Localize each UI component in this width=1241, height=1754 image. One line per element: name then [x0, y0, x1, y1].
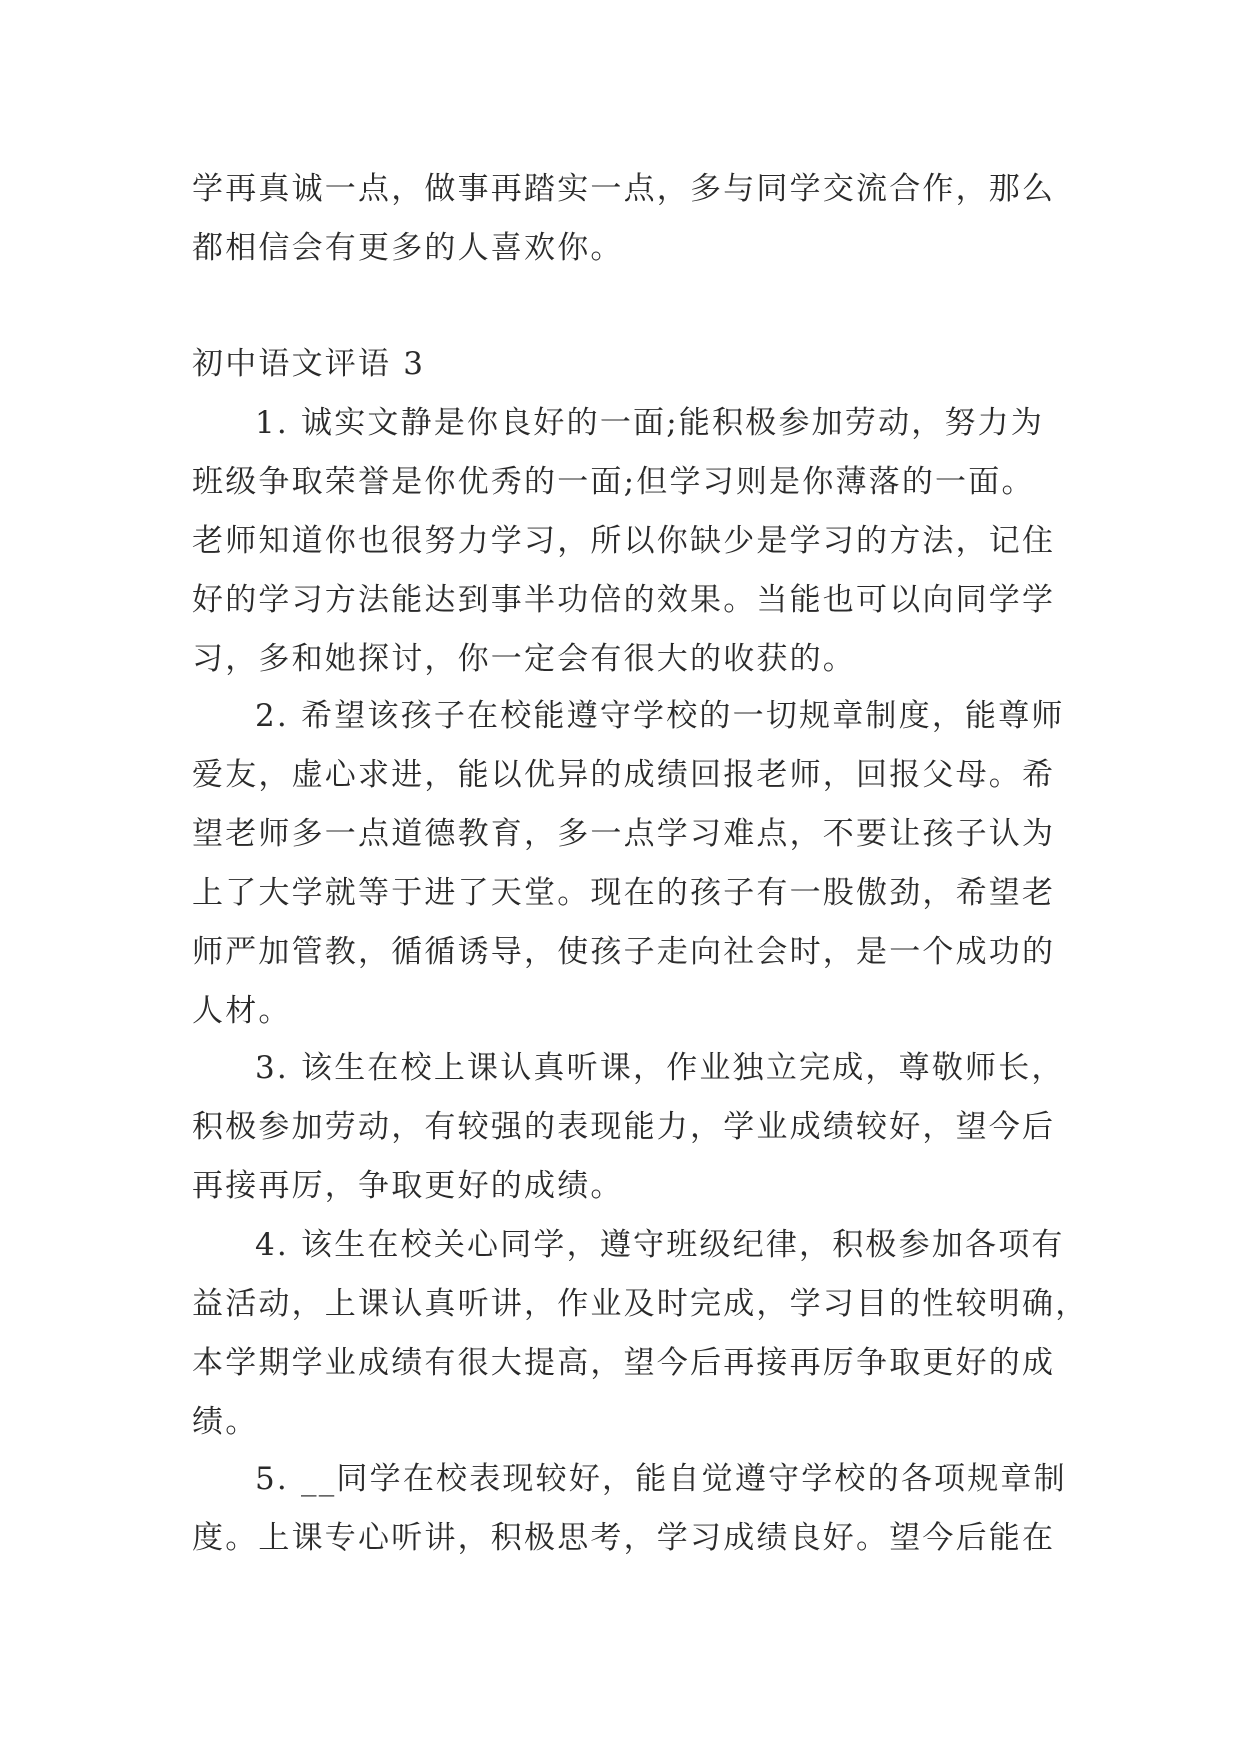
text-line: 2. 希望该孩子在校能遵守学校的一切规章制度，能尊师 [255, 698, 1065, 734]
comment-item-5 [192, 1450, 1067, 1568]
text-line: 班级争取荣誉是你优秀的一面;但学习则是你薄落的一面。 [192, 464, 1035, 500]
text-line: 再接再厉，争取更好的成绩。 [192, 1168, 624, 1204]
text-line: 3. 该生在校上课认真听课，作业独立完成，尊敬师长， [255, 1050, 1065, 1086]
text-line: 积极参加劳动，有较强的表现能力，学业成绩较好，望今后 [192, 1109, 1056, 1145]
text-line: 习，多和她探讨，你一定会有很大的收获的。 [192, 641, 856, 677]
comment-item-1 [192, 394, 1054, 689]
text-line: 度。上课专心听讲，积极思考，学习成绩良好。望今后能在 [192, 1520, 1056, 1556]
comment-item-4 [192, 1216, 1089, 1452]
text-line: 5. __同学在校表现较好，能自觉遵守学校的各项规章制 [255, 1461, 1067, 1497]
text-line: 学再真诚一点，做事再踏实一点，多与同学交流合作，那么 [192, 171, 1056, 207]
comment-item-3 [192, 1039, 1065, 1216]
text-line: 望老师多一点道德教育，多一点学习难点，不要让孩子认为 [192, 816, 1056, 852]
text-line: 爱友，虚心求进，能以优异的成绩回报老师，回报父母。希 [192, 757, 1056, 793]
text-line: 上了大学就等于进了天堂。现在的孩子有一股傲劲，希望老 [192, 875, 1056, 911]
text-line: 绩。 [192, 1404, 259, 1440]
text-line: 都相信会有更多的人喜欢你。 [192, 230, 624, 266]
text-line: 1. 诚实文静是你良好的一面;能积极参加劳动，努力为 [255, 405, 1045, 441]
comment-item-2 [192, 687, 1065, 1041]
text-line: 人材。 [192, 993, 292, 1029]
text-line: 好的学习方法能达到事半功倍的效果。当能也可以向同学学 [192, 582, 1056, 618]
text-line: 老师知道你也很努力学习，所以你缺少是学习的方法，记住 [192, 523, 1056, 559]
intro-paragraph [192, 160, 1054, 278]
text-line: 本学期学业成绩有很大提高，望今后再接再厉争取更好的成 [192, 1345, 1056, 1381]
section-title: 初中语文评语 3 [192, 346, 426, 382]
text-line: 师严加管教，循循诱导，使孩子走向社会时，是一个成功的 [192, 934, 1056, 970]
text-line: 4. 该生在校关心同学，遵守班级纪律，积极参加各项有 [255, 1227, 1065, 1263]
text-line: 益活动，上课认真听讲，作业及时完成，学习目的性较明确， [192, 1286, 1089, 1322]
